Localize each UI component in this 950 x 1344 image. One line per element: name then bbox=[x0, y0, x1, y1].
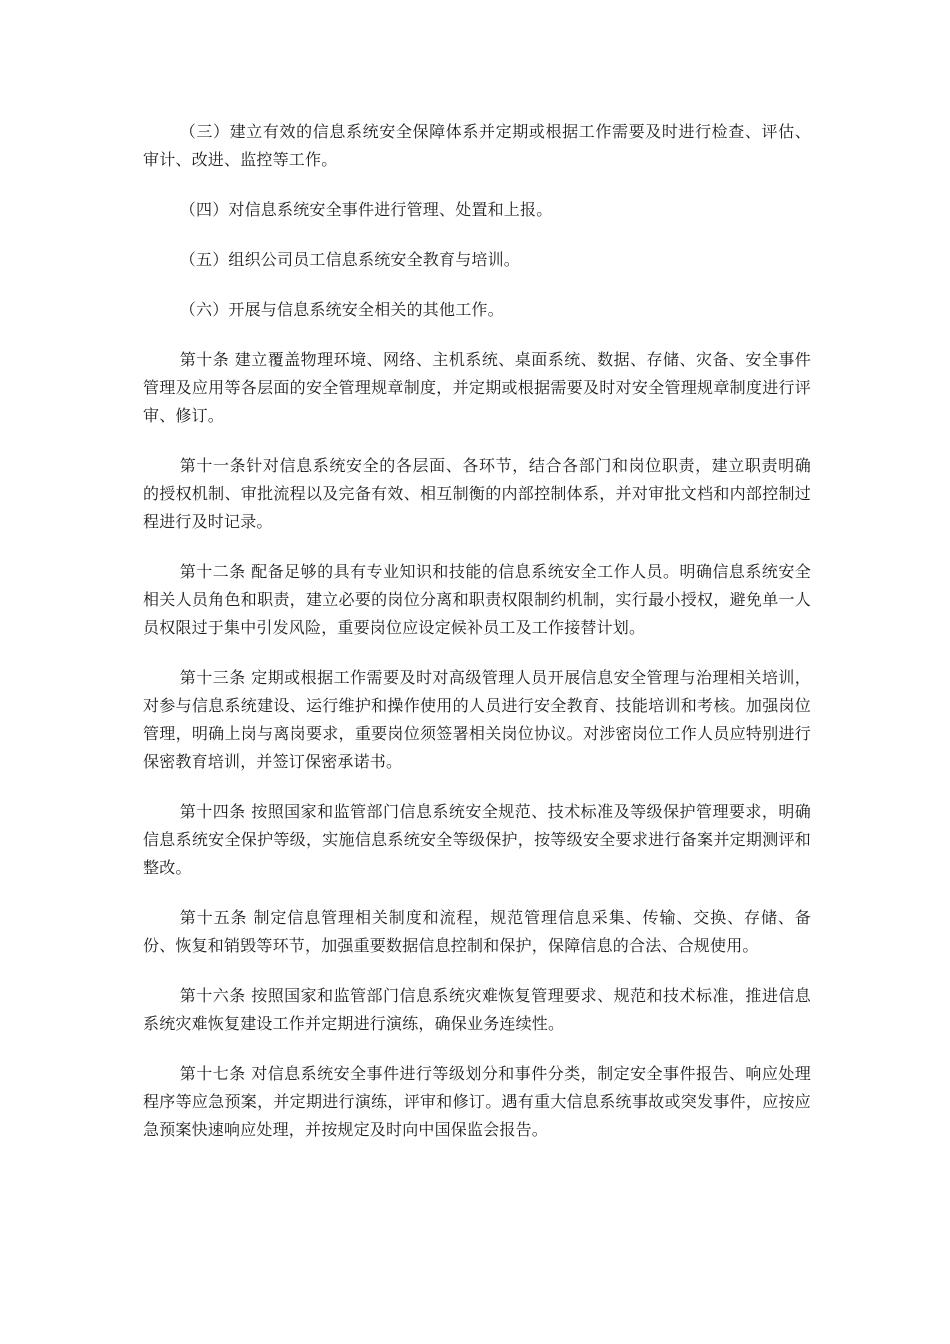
article-12: 第十二条 配备足够的具有专业知识和技能的信息系统安全工作人员。明确信息系统安全相关人员角色和职责，建立必要的岗位分离和职责权限制约机制，实行最小授权，避免单一人员权限过于集中引发风险，重要岗位应设定候补员工及工作接替计划。 bbox=[143, 562, 811, 637]
paragraph-5: （五）组织公司员工信息系统安全教育与培训。 bbox=[179, 250, 520, 269]
paragraph-4: （四）对信息系统安全事件进行管理、处置和上报。 bbox=[179, 200, 553, 219]
article-17: 第十七条 对信息系统安全事件进行等级划分和事件分类，制定安全事件报告、响应处理程序等应急预案，并定期进行演练，评审和修订。遇有重大信息系统事故或突发事件，应按应急预案快速响应处理，并按规定及时向中国保监会报告。 bbox=[143, 1064, 811, 1139]
article-13: 第十三条 定期或根据工作需要及时对高级管理人员开展信息安全管理与治理相关培训，对参与信息系统建设、运行维护和操作使用的人员进行安全教育、技能培训和考核。加强岗位管理，明确上岗与离岗要求，重要岗位须签署相关岗位协议。对涉密岗位工作人员应特别进行保密教育培训，并签订保密承诺书。 bbox=[143, 668, 811, 771]
article-10: 第十条 建立覆盖物理环境、网络、主机系统、桌面系统、数据、存储、灾备、安全事件管理及应用等各层面的安全管理规章制度，并定期或根据需要及时对安全管理规章制度进行评审、修订。 bbox=[143, 350, 811, 425]
article-16: 第十六条 按照国家和监管部门信息系统灾难恢复管理要求、规范和技术标准，推进信息系统灾难恢复建设工作并定期进行演练，确保业务连续性。 bbox=[143, 986, 811, 1033]
paragraph-3: （三）建立有效的信息系统安全保障体系并定期或根据工作需要及时进行检查、评估、审计、改进、监控等工作。 bbox=[143, 122, 811, 169]
article-14: 第十四条 按照国家和监管部门信息系统安全规范、技术标准及等级保护管理要求，明确信息系统安全保护等级，实施信息系统安全等级保护，按等级安全要求进行备案并定期测评和整改。 bbox=[143, 802, 811, 877]
article-11: 第十一条针对信息系统安全的各层面、各环节，结合各部门和岗位职责，建立职责明确的授权机制、审批流程以及完备有效、相互制衡的内部控制体系，并对审批文档和内部控制过程进行及时记录。 bbox=[143, 456, 811, 531]
article-15: 第十五条 制定信息管理相关制度和流程，规范管理信息采集、传输、交换、存储、备份、恢复和销毁等环节，加强重要数据信息控制和保护，保障信息的合法、合规使用。 bbox=[143, 908, 811, 955]
document-body bbox=[143, 118, 811, 1166]
paragraph-6: （六）开展与信息系统安全相关的其他工作。 bbox=[179, 300, 504, 319]
